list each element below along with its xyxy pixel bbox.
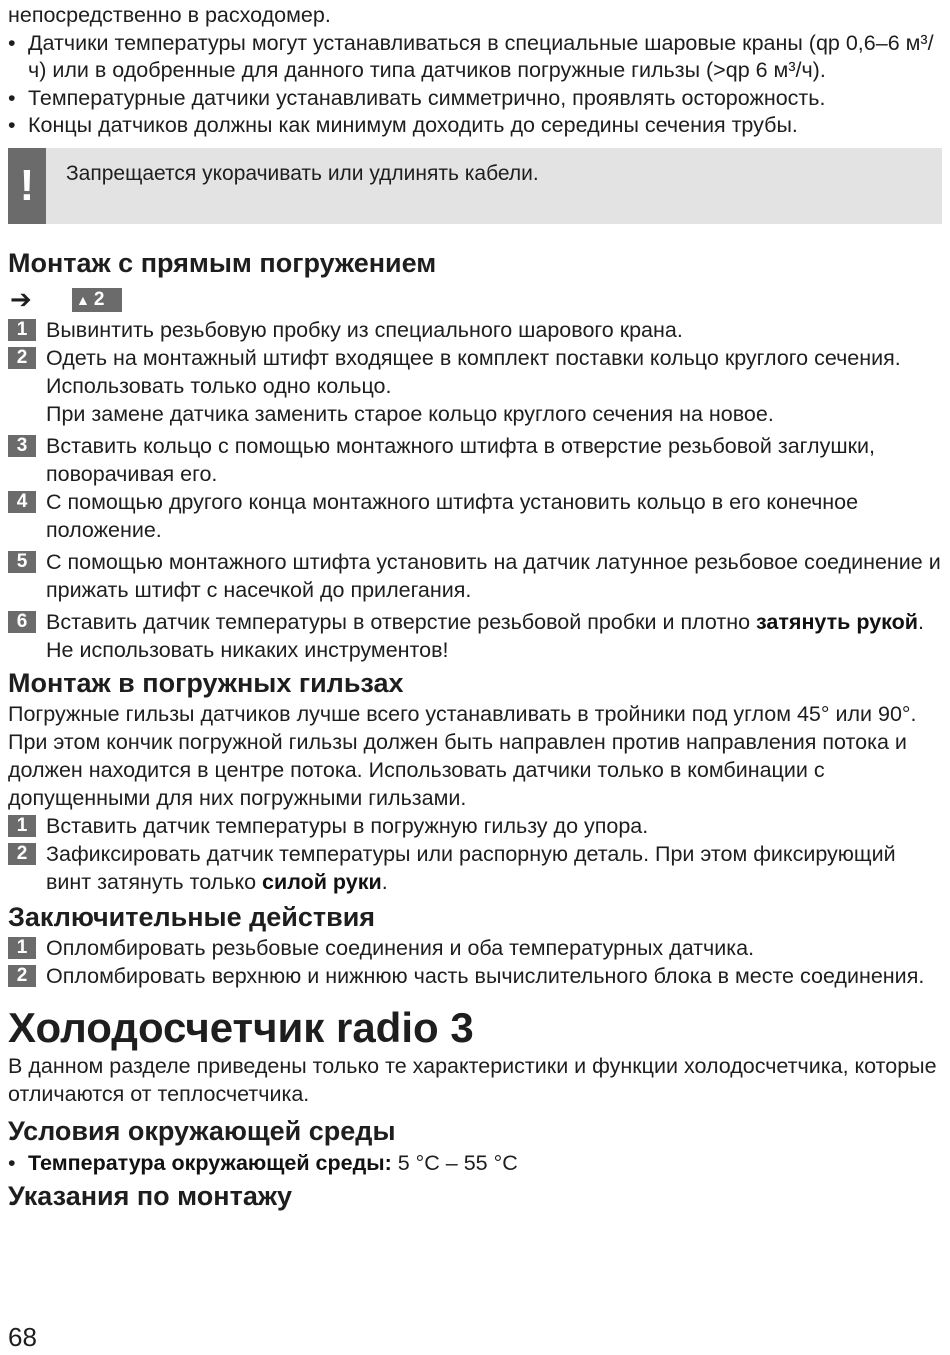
step-text: С помощью другого конца монтажного штифта установить кольцо в его конечное положение. xyxy=(46,489,859,542)
page-number: 68 xyxy=(8,1322,37,1352)
bullet-value: 5 °C – 55 °C xyxy=(391,1150,518,1175)
list-item xyxy=(8,608,942,664)
section-heading: Монтаж с прямым погружением xyxy=(8,247,437,278)
warning-box xyxy=(8,148,942,224)
step-text: Вставить кольцо с помощью монтажного штифта в отверстие резьбовой заглушки, поворачивая его. xyxy=(46,433,875,486)
list-item xyxy=(8,432,942,488)
step-number: 1 xyxy=(8,815,36,837)
figure-number: 2 xyxy=(93,288,105,310)
bullet-item: • Температурные датчики устанавливать симметрично, проявлять осторожность. xyxy=(8,85,942,113)
step-number: 3 xyxy=(8,435,36,457)
section-heading: Условия окружающей среды xyxy=(8,1115,396,1146)
step-number: 2 xyxy=(8,965,36,987)
image-icon: ▲ xyxy=(76,291,90,308)
step-text: Вставить датчик температуры в погружную гильзу до упора. xyxy=(46,813,649,838)
section-heading: Указания по монтажу xyxy=(8,1181,292,1211)
bullet-item: • Концы датчиков должны как минимум доходить до середины сечения трубы. xyxy=(8,112,942,140)
intro-line: непосредственно в расходомер. xyxy=(8,3,331,27)
list-item xyxy=(8,488,942,544)
step-note: При замене датчика заменить старое кольцо круглого сечения на новое. xyxy=(46,401,774,426)
figure-tag xyxy=(72,288,122,312)
bullet-label: Температура окружающей среды: xyxy=(28,1150,392,1175)
arrow-right-icon: ➔ xyxy=(10,283,32,314)
step-text: Одеть на монтажный штифт входящее в комплект поставки кольцо круглого сечения. xyxy=(46,345,901,370)
bullet-item xyxy=(8,1150,942,1178)
figure-reference xyxy=(8,280,942,316)
step-text: . xyxy=(381,869,388,894)
step-number: 5 xyxy=(8,551,36,573)
step-text: Зафиксировать датчик температуры или распорную деталь. При этом фиксирующий винт затянуть только xyxy=(46,841,896,894)
section-heading: Монтаж в погружных гильзах xyxy=(8,667,404,698)
step-number: 1 xyxy=(8,937,36,959)
list-item xyxy=(8,934,942,962)
paragraph: В данном разделе приведены только те характеристики и функции холодосчетчика, которые отличаются от теплосчетчика. xyxy=(8,1053,937,1106)
step-note: Использовать только одно кольцо. xyxy=(46,373,392,398)
list-item xyxy=(8,812,942,840)
exclamation-icon: ! xyxy=(8,148,46,224)
emphasis-text: силой руки xyxy=(262,869,382,894)
page-title: Холодосчетчик radio 3 xyxy=(8,1003,474,1051)
step-text: С помощью монтажного штифта установить на датчик латунное резьбовое соединение и прижать штифт с насечкой до прилегания. xyxy=(46,549,941,602)
step-text: Вывинтить резьбовую пробку из специального шарового крана. xyxy=(46,317,683,342)
list-item xyxy=(8,344,942,372)
warning-text: Запрещается укорачивать или удлинять кабели. xyxy=(66,161,539,185)
step-number: 2 xyxy=(8,843,36,865)
list-item xyxy=(8,840,942,896)
paragraph: Погружные гильзы датчиков лучше всего устанавливать в тройники под углом 45° или 90°. При этом кончик погружной гильзы должен быть направлен против направления потока и должен находится в центре потока. Использовать датчики только в комбинации с допущенными для них погружными гильзами. xyxy=(8,701,917,810)
list-item xyxy=(8,962,942,990)
step-text: Опломбировать резьбовые соединения и оба температурных датчика. xyxy=(46,935,755,960)
step-text: Опломбировать верхнюю и нижнюю часть вычислительного блока в месте соединения. xyxy=(46,963,925,988)
section-heading: Заключительные действия xyxy=(8,901,376,932)
list-item xyxy=(8,548,942,604)
emphasis-text: затянуть рукой xyxy=(756,609,919,634)
step-text: Вставить датчик температуры в отверстие резьбовой пробки и плотно xyxy=(46,609,757,634)
list-item xyxy=(8,316,942,344)
step-number: 6 xyxy=(8,611,36,633)
step-number: 1 xyxy=(8,319,36,341)
step-text: . Не использовать никаких инструментов! xyxy=(46,609,924,662)
step-number: 2 xyxy=(8,347,36,369)
step-number: 4 xyxy=(8,491,36,513)
document-page xyxy=(8,2,942,1213)
bullet-item: • Датчики температуры могут устанавливаться в специальные шаровые краны (qp 0,6–6 м³/ч) или в одобренные для данного типа датчиков погружные гильзы (>qp 6 м³/ч). xyxy=(8,30,942,85)
